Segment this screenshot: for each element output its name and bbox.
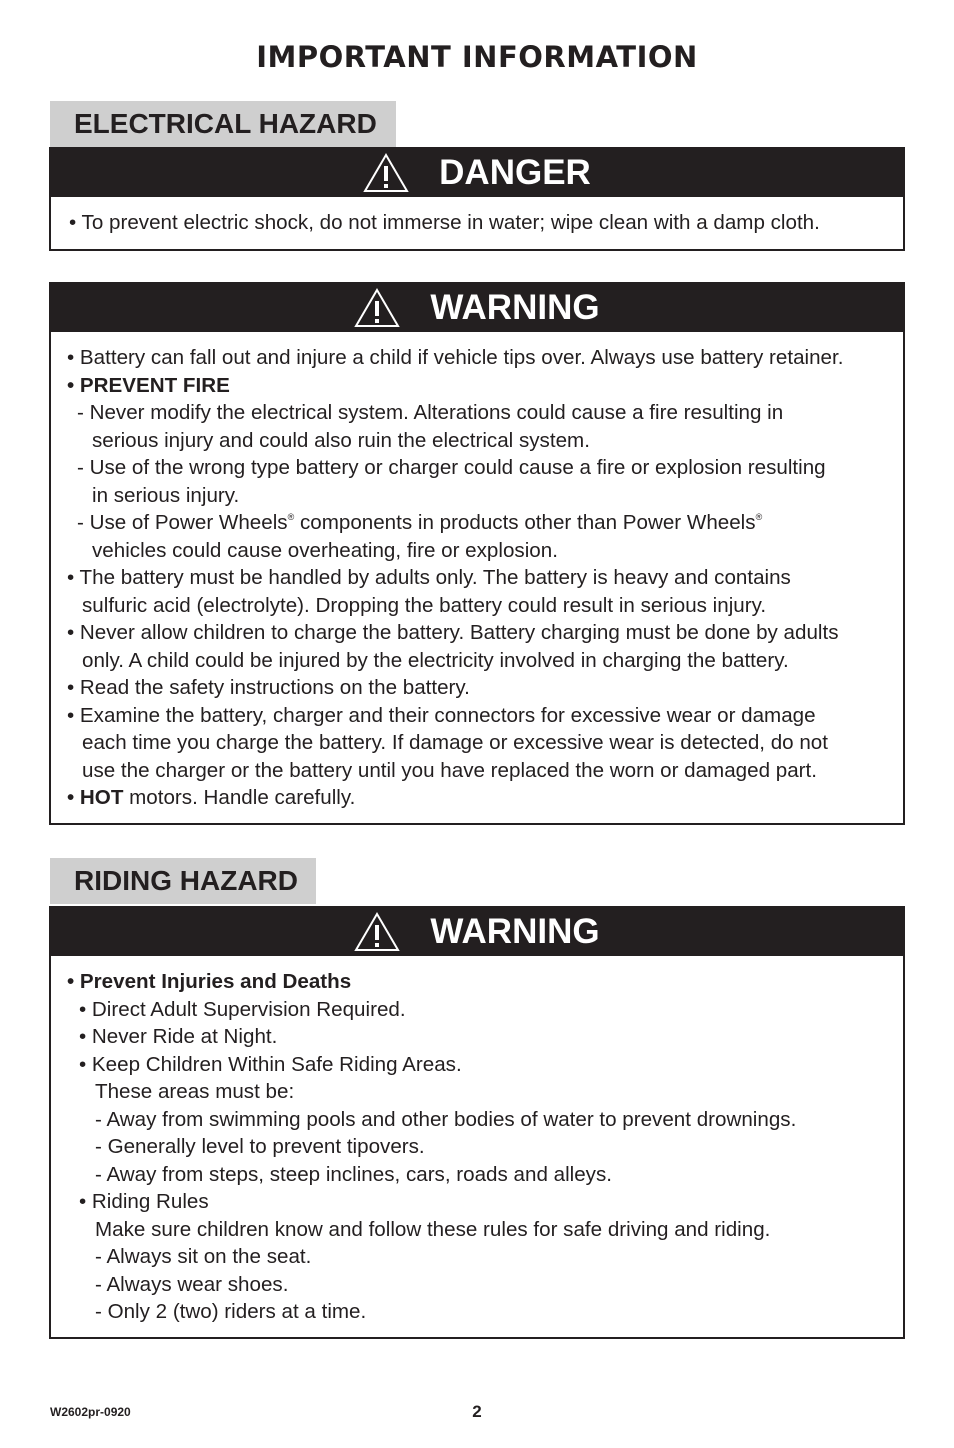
warning-label: WARNING <box>430 912 600 951</box>
page-number: 2 <box>472 1402 482 1421</box>
list-item: - Always sit on the seat. <box>95 1245 312 1268</box>
list-item: • The battery must be handled by adults only. The battery is heavy and contains <box>67 566 791 589</box>
list-item: - Away from steps, steep inclines, cars, roads and alleys. <box>95 1162 612 1186</box>
page-title: IMPORTANT INFORMATION <box>256 40 698 74</box>
list-item: vehicles could cause overheating, fire or explosion. <box>92 538 558 562</box>
list-item: - Only 2 (two) riders at a time. <box>95 1300 367 1323</box>
list-item: • Never allow children to charge the battery. Battery charging must be done by adults <box>67 621 839 644</box>
list-item: - Away from swimming pools and other bodies of water to prevent drownings. <box>95 1107 797 1131</box>
danger-label: DANGER <box>439 153 591 192</box>
riding-warning-box <box>49 906 905 1339</box>
hot-label: • HOT <box>67 786 124 809</box>
electrical-warning-content <box>51 332 903 822</box>
prevent-fire-heading: • PREVENT FIRE <box>67 373 230 397</box>
list-item: serious injury and could also ruin the electrical system. <box>92 428 590 452</box>
list-item: each time you charge the battery. If damage or excessive wear is detected, do not <box>82 731 828 754</box>
list-text: - Use of Power Wheels <box>77 511 288 534</box>
warning-label: WARNING <box>430 288 600 327</box>
warning-banner <box>51 908 903 956</box>
list-item: • Riding Rules <box>79 1190 209 1213</box>
danger-banner <box>51 149 903 197</box>
electrical-warning-box <box>49 282 905 825</box>
list-item: only. A child could be injured by the electricity involved in charging the battery. <box>82 648 789 672</box>
document-code: W2602pr-0920 <box>50 1405 131 1419</box>
danger-item: • To prevent electric shock, do not immerse in water; wipe clean with a damp cloth. <box>69 211 820 234</box>
prevent-injuries-heading: • Prevent Injuries and Deaths <box>67 970 352 993</box>
warning-triangle-icon <box>354 288 400 328</box>
list-item: - Always wear shoes. <box>95 1272 289 1296</box>
list-item: Make sure children know and follow these rules for safe driving and riding. <box>95 1217 771 1241</box>
danger-box <box>49 147 905 251</box>
list-item <box>67 509 887 537</box>
list-item: • Never Ride at Night. <box>79 1025 278 1048</box>
list-text: components in products other than Power Wheels <box>294 511 756 534</box>
list-item: • Keep Children Within Safe Riding Areas. <box>79 1052 462 1076</box>
riding-warning-content <box>51 956 903 1336</box>
list-item: - Never modify the electrical system. Alterations could cause a fire resulting in <box>77 401 784 424</box>
danger-content <box>51 197 903 247</box>
list-item: in serious injury. <box>92 483 240 507</box>
warning-banner <box>51 284 903 332</box>
list-item: These areas must be: <box>95 1080 295 1103</box>
list-text: motors. Handle carefully. <box>123 786 356 809</box>
list-item: sulfuric acid (electrolyte). Dropping the battery could result in serious injury. <box>82 593 767 617</box>
electrical-hazard-tab: ELECTRICAL HAZARD <box>50 101 396 147</box>
list-item: use the charger or the battery until you have replaced the worn or damaged part. <box>82 758 817 782</box>
warning-triangle-icon <box>354 912 400 952</box>
list-item: - Use of the wrong type battery or charger could cause a fire or explosion resulting <box>77 456 826 479</box>
list-item <box>67 784 887 812</box>
list-item: • Direct Adult Supervision Required. <box>79 997 406 1021</box>
list-item: • Examine the battery, charger and their connectors for excessive wear or damage <box>67 703 816 727</box>
list-item: • Battery can fall out and injure a child if vehicle tips over. Always use battery retainer. <box>67 346 844 369</box>
registered-mark: ® <box>287 512 295 522</box>
list-item: • Read the safety instructions on the battery. <box>67 676 470 699</box>
registered-mark: ® <box>755 512 763 522</box>
list-item: - Generally level to prevent tipovers. <box>95 1135 425 1158</box>
riding-hazard-tab: RIDING HAZARD <box>50 858 316 904</box>
warning-triangle-icon <box>363 153 409 193</box>
